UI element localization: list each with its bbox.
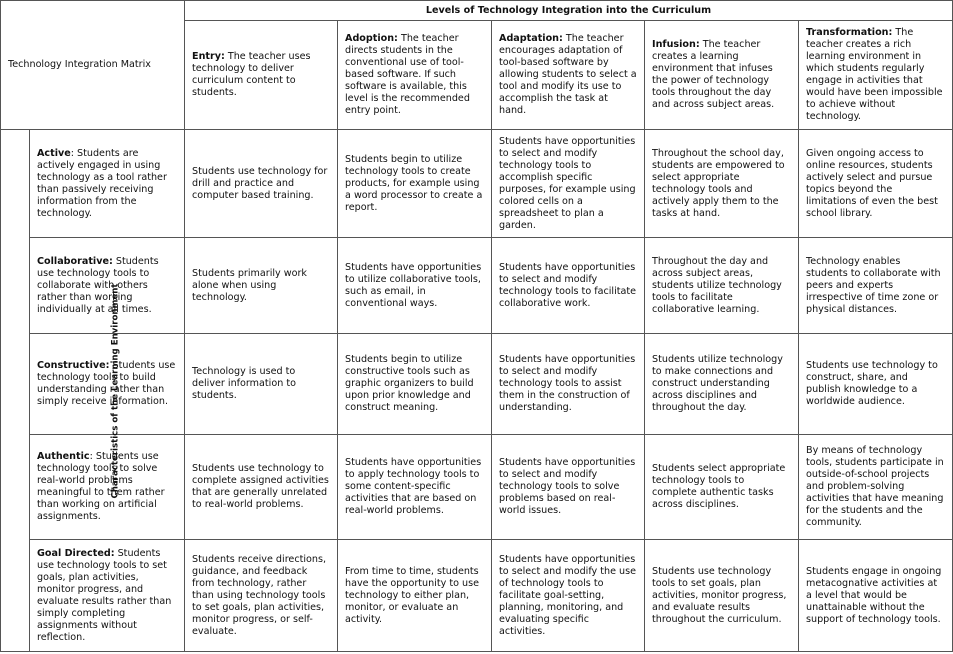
table-row [1,334,953,435]
level-entry [185,21,338,130]
level-description: The teacher encourages adaptation of tool-based software by allowing students to select a tool and modify its use to accomplish the task at hand. [499,33,637,116]
level-name: Infusion: [652,39,700,50]
matrix-cell: Students use technology tools to set goals, plan activities, monitor progress, and evaluate results throughout the curriculum. [645,540,799,652]
table-row [1,238,953,334]
level-description: The teacher directs students in the conventional use of tool-based software. If such software is available, this level is the recommended entry point. [345,33,470,116]
levels-header [185,1,953,21]
matrix-cell: Students select appropriate technology tools to complete authentic tasks across disciplines. [645,435,799,540]
characteristic-name: Goal Directed: [37,547,115,559]
matrix-cell: Students use technology for drill and practice and computer based training. [185,130,338,238]
characteristic-name: Constructive: [37,360,110,371]
characteristic-description: Students use technology tools to build understanding rather than simply receive information. [37,360,176,407]
matrix-cell: Students have opportunities to select and modify technology tools to assist them in the construction of understanding. [492,334,645,435]
characteristic-description: Students use technology tools to set goals, plan activities, monitor progress, and evaluate results rather than simply completing assignments without reflection. [37,547,172,643]
matrix-cell: Students have opportunities to select and modify technology tools to solve problems based on real-world issues. [492,435,645,540]
matrix-title: Technology Integration Matrix [8,59,151,70]
level-description: The teacher creates a rich learning environment in which students regularly engage in activities that would have been impossible to achieve without technology. [806,27,943,122]
matrix-cell: Students begin to utilize constructive tools such as graphic organizers to build upon prior knowledge and construct meaning. [338,334,492,435]
matrix-cell: Students use technology to complete assigned activities that are generally unrelated to real-world problems. [185,435,338,540]
matrix-cell: Throughout the day and across subject areas, students utilize technology tools to facilitate collaborative learning. [645,238,799,334]
characteristic-constructive [30,334,185,435]
matrix-cell: By means of technology tools, students participate in outside-of-school projects and problem-solving activities that have meaning for the students and the community. [799,435,953,540]
matrix-cell: Students engage in ongoing metacognative activities at a level that would be unattainable without the support of technology tools. [799,540,953,652]
characteristic-description: : Students are actively engaged in using technology as a tool rather than passively receiving information from the technology. [37,147,167,219]
level-name: Adaptation: [499,33,563,44]
matrix-cell: Students utilize technology to make connections and construct understanding across disciplines and throughout the day. [645,334,799,435]
characteristic-goal-directed [30,540,185,652]
level-description: The teacher uses technology to deliver curriculum content to students. [192,51,311,98]
characteristic-active [30,130,185,238]
level-adoption [338,21,492,130]
matrix-cell: Throughout the school day, students are empowered to select appropriate technology tools and actively apply them to the tasks at hand. [645,130,799,238]
matrix-cell: Students receive directions, guidance, and feedback from technology, rather than using technology tools to set goals, plan activities, monitor progress, or self-evaluate. [185,540,338,652]
matrix-cell: Technology is used to deliver information to students. [185,334,338,435]
level-name: Entry: [192,51,225,62]
matrix-cell: Students have opportunities to apply technology tools to some content-specific activities that are based on real-world problems. [338,435,492,540]
matrix-cell: Students have opportunities to select and modify technology tools to facilitate collaborative work. [492,238,645,334]
table-row [1,540,953,652]
characteristic-name: Collaborative: [37,255,113,267]
level-name: Adoption: [345,33,398,44]
matrix-cell: From time to time, students have the opportunity to use technology to either plan, monitor, or evaluate an activity. [338,540,492,652]
level-description: The teacher creates a learning environment that infuses the power of technology tools throughout the day and across subject areas. [652,39,775,110]
level-adaptation [492,21,645,130]
level-name: Transformation: [806,27,893,38]
side-header-text: Characteristics of the Learning Environment [110,283,121,498]
level-infusion [645,21,799,130]
matrix-cell: Students have opportunities to utilize collaborative tools, such as email, in conventional ways. [338,238,492,334]
matrix-cell: Students have opportunities to select and modify technology tools to accomplish specific purposes, for example using colored cells on a spreadsheet to plan a garden. [492,130,645,238]
characteristic-description: Students use technology tools to collaborate with others rather than working individually at all times. [37,255,159,315]
matrix-cell: Students begin to utilize technology tools to create products, for example using a word processor to create a report. [338,130,492,238]
characteristic-description: : Students use technology tools to solve real-world problems meaningful to them rather than working on artificial assignments. [37,451,165,522]
level-transformation [799,21,953,130]
levels-header-text: Levels of Technology Integration into the Curriculum [425,4,712,16]
matrix-cell: Students have opportunities to select and modify the use of technology tools to facilitate goal-setting, planning, monitoring, and evaluating specific activities. [492,540,645,652]
characteristic-authentic [30,435,185,540]
table-row [1,130,953,238]
characteristic-name: Authentic [37,451,90,462]
table-row [1,435,953,540]
characteristic-name: Active [37,147,71,159]
matrix-cell: Given ongoing access to online resources, students actively select and pursue topics beyond the limitations of even the best school library. [799,130,953,238]
matrix-title-cell [1,1,185,130]
matrix-cell: Students primarily work alone when using technology. [185,238,338,334]
matrix-cell: Students use technology to construct, share, and publish knowledge to a worldwide audience. [799,334,953,435]
matrix-cell: Technology enables students to collaborate with peers and experts irrespective of time zone or physical distances. [799,238,953,334]
characteristic-collaborative [30,238,185,334]
